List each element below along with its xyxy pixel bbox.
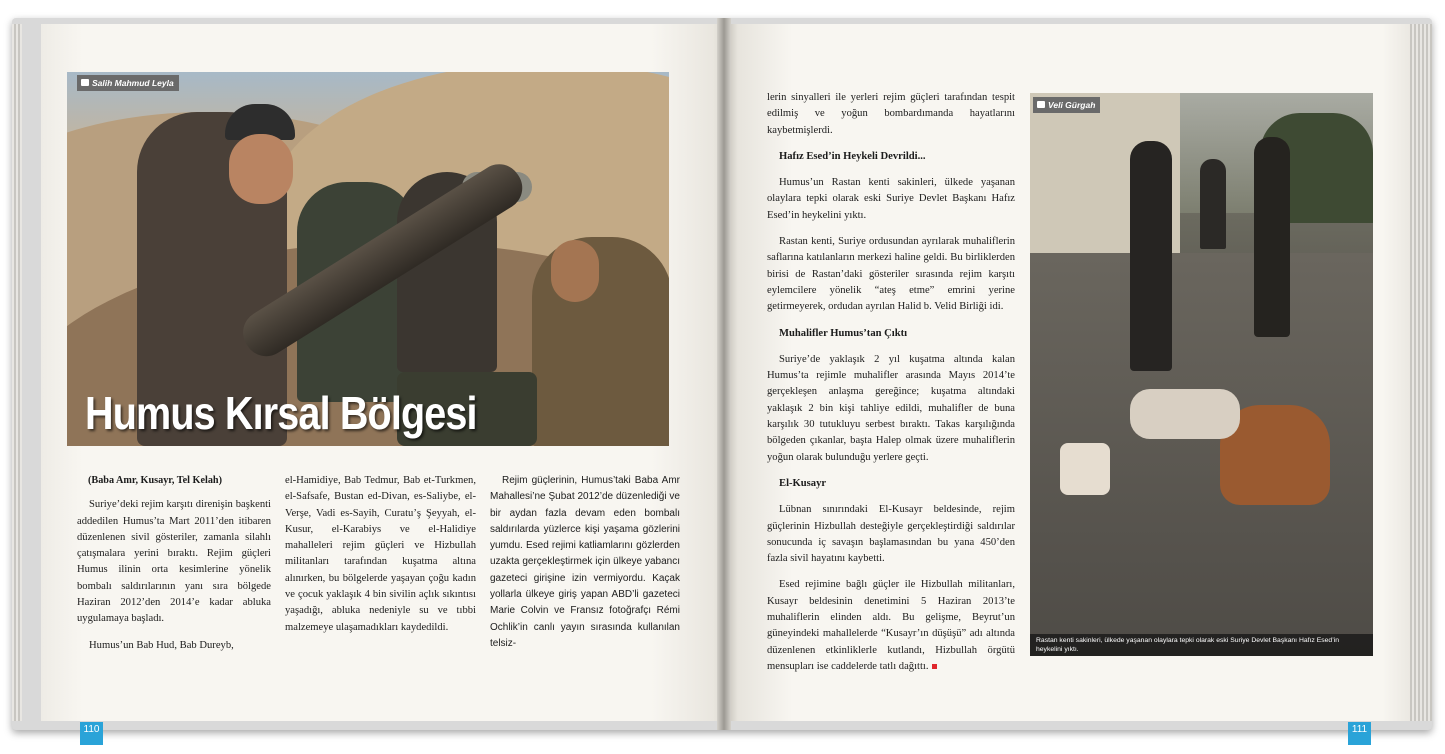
paragraph: Rejim güçlerinin, Humus’taki Baba Amr Mahallesi’ne Şubat 2012’de düzenlediği ve bir aydan fazla devam eden bombalı saldırılarda yüzlerce kişi yaşama gözlerini yumdu. Esed rejimi katliamlarını gözlerden uzakta gerçekleştirmek için ülkeye yabancı gazeteci girişine izin vermiyordu. Kaçak yollarla ülkeye giriş yapan ABD’li gazeteci Marie Colvin ve Fransız fotoğrafçı Rémi Ochlik’in canlı yayın sırasında kullanılan telsiz-: [490, 475, 680, 649]
right-text-column: [767, 90, 1015, 675]
page-title: Humus Kırsal Bölgesi: [85, 387, 477, 439]
photo-credit: Veli Gürgah: [1033, 97, 1100, 113]
page-edges-right: [1410, 24, 1432, 721]
paragraph-text: Esed rejimine bağlı güçler ile Hizbullah militanları, Kusayr beldesinin denetimini 5 Haziran 2013’te muhaliflerin elinden aldı. Bu gelişme, Beyrut’un güneyindeki mahallelerde “Kusayr’ın düşüşü” adı altında düzenlenen etkinliklerle kutlandı, Hizbullah örgütü mensupları ise caddelerde tatlı dağıttı.: [767, 579, 1015, 672]
paragraph: lerin sinyalleri ile yerleri rejim güçleri tarafından tespit edilmiş ve yoğun bombardımanda hayatlarını kaybetmişlerdi.: [767, 92, 1015, 136]
text-column-1: [77, 473, 271, 654]
book-spine: [717, 18, 731, 730]
paragraph: Suriye’de yaklaşık 2 yıl kuşatma altında kalan Humus’ta rejimle muhalifler arasında Mayıs 2014’te gerçekleşen anlaşma gereğince; kuşatma altındaki yaklaşık 2 bin kişi tahliye edildi, muhalifler de buna karşılık 30 tutukluyu serbest bıraktı. Takas karşılığında bölgeden çıkanlar, başta Halep olmak üzere muhaliflerin yoğun olarak bulunduğu yerlere geçti.: [767, 353, 1015, 463]
paragraph: Rastan kenti, Suriye ordusundan ayrılarak muhaliflerin saflarına katılanların merkezi haline geldi. Bu birliklerden birisi de Rastan’daki gösteriler sırasında rejim karşıtı eylemcilere yönelik “ateş etme” emrini yerine getirmeyerek, ordudan ayrılan Halid b. Velid Birliği idi.: [767, 236, 1015, 313]
paragraph: Humus’un Bab Hud, Bab Dureyb,: [89, 639, 234, 651]
section-heading: Hafız Esed’in Heykeli Devrildi...: [779, 150, 926, 162]
paragraph: Suriye’deki rejim karşıtı direnişin başkenti addedilen Humus’ta Mart 2011’den itibaren düzenlenen sivil gösteriler, zamanla silahlı çatışmalara yerini bıraktı. Rejim güçleri Humus ilinin orta kesimlerine yönelik bombalı saldırılarının yanı sıra bölgede Haziran 2012’den 2014’e kadar abluka uygulamaya başladı.: [77, 499, 271, 625]
photo-credit: Salih Mahmud Leyla: [77, 75, 179, 91]
text-column-2: [285, 473, 476, 636]
statue-photo: [1030, 93, 1373, 656]
camera-icon: [81, 79, 89, 86]
section-heading: Muhalifler Humus’tan Çıktı: [779, 327, 908, 339]
paragraph: [767, 577, 1015, 675]
fighters-photo: [67, 72, 669, 446]
paragraph: el-Hamidiye, Bab Tedmur, Bab et-Turkmen, el-Safsafe, Bustan ed-Divan, es-Saliybe, el-Verşe, Vadi es-Sayih, Curatu’ş Şeyyah, el-Kusur, el-Karabiys ve el-Halidiye mahalleleri rejim güçleri ve Hizbullah militanları tarafından kuşatma altına alınırken, bu bölgelerde yaşayan çoğu kadın ve çocuk yaklaşık 4 bin sivilin açlık sıkıntısı yaşadığı, abluka nedeniyle su ve tıbbi malzemeye ulaşamadıkları kaydedildi.: [285, 475, 476, 633]
end-mark-icon: [932, 664, 937, 669]
photo-caption: Rastan kenti sakinleri, ülkede yaşanan olaylara tepki olarak eski Suriye Devlet Başkanı Hafız Esed’in heykelini yıktı.: [1030, 634, 1373, 656]
text-column-3: [490, 473, 680, 652]
paragraph: Lübnan sınırındaki El-Kusayr beldesinde, rejim güçlerinin Hizbullah desteğiyle gerçekleştirdiği saldırılar sonucunda iç savaşın başlamasından bu yana 450’den fazla sivil hayatını kaybetti.: [767, 504, 1015, 565]
subtitle: (Baba Amr, Kusayr, Tel Kelah): [88, 475, 222, 486]
page-edges-left: [12, 24, 22, 721]
page-number: 111: [1348, 722, 1371, 745]
paragraph: Humus’un Rastan kenti sakinleri, ülkede yaşanan olaylara tepki olarak eski Suriye Devlet Başkanı Hafız Esed’in heykelini yıktı.: [767, 177, 1015, 221]
camera-icon: [1037, 101, 1045, 108]
section-heading: El-Kusayr: [779, 477, 827, 489]
page-number: 110: [80, 722, 103, 745]
